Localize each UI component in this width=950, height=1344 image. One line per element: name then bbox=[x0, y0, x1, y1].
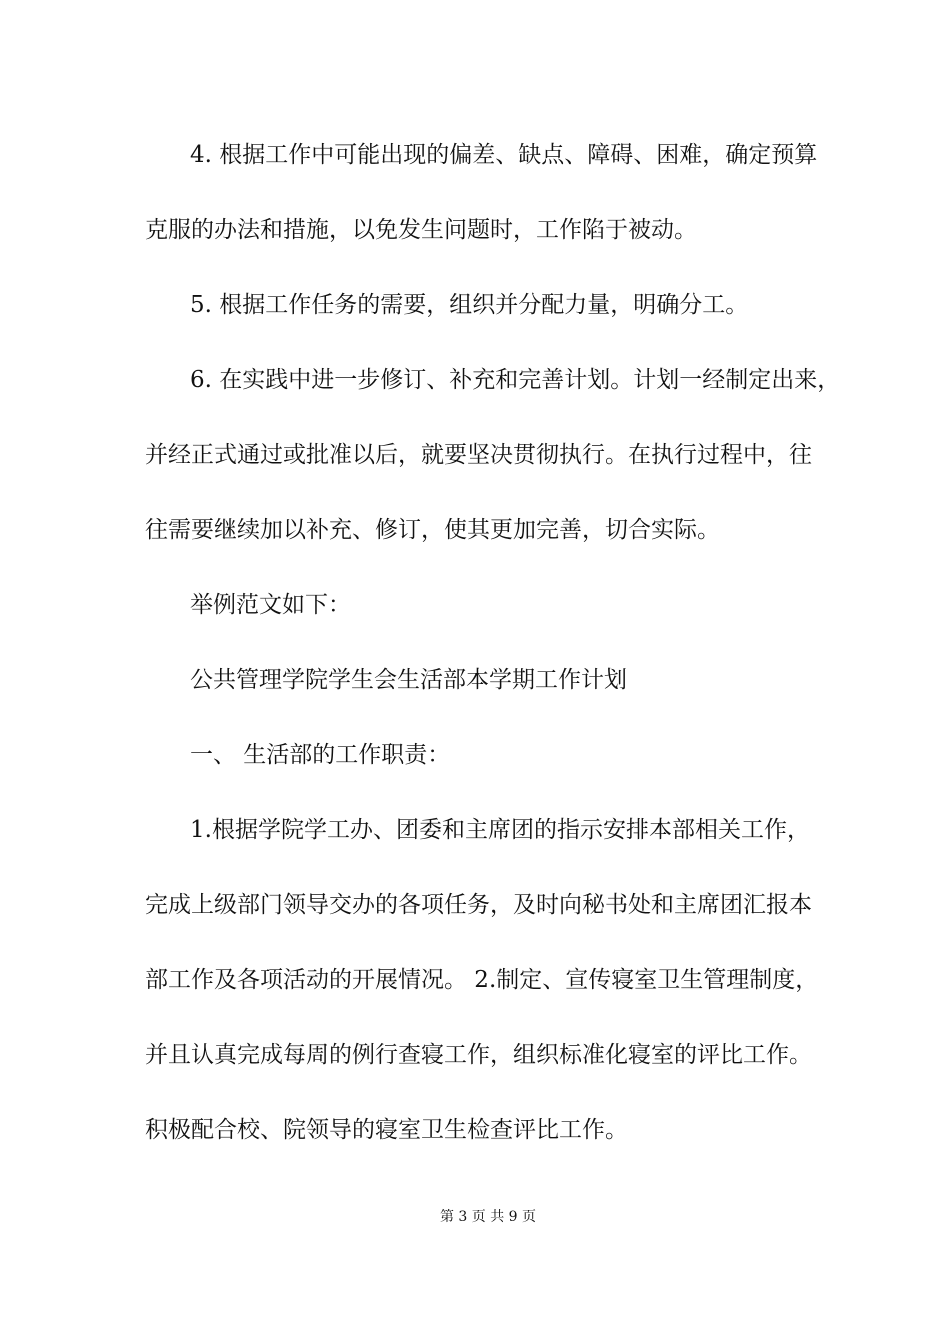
duty-line-2: 完成上级部门领导交办的各项任务，及时向秘书处和主席团汇报本 bbox=[145, 892, 812, 918]
example-intro: 举例范文如下： bbox=[190, 592, 351, 618]
duty-line-4: 并且认真完成每周的例行查寝工作，组织标准化寝室的评比工作。 bbox=[145, 1042, 812, 1068]
paragraph-4-line-2: 克服的办法和措施，以免发生问题时，工作陷于被动。 bbox=[145, 217, 697, 243]
duty-line-5: 积极配合校、院领导的寝室卫生检查评比工作。 bbox=[145, 1117, 628, 1143]
plan-title: 公共管理学院学生会生活部本学期工作计划 bbox=[190, 667, 627, 693]
paragraph-6-line-1: 6. 在实践中进一步修订、补充和完善计划。计划一经制定出来， bbox=[190, 367, 841, 393]
section-heading-1: 一、 生活部的工作职责： bbox=[190, 742, 451, 768]
duty-line-3: 部工作及各项活动的开展情况。 2.制定、宣传寝室卫生管理制度， bbox=[145, 967, 819, 993]
paragraph-5: 5. 根据工作任务的需要，组织并分配力量，明确分工。 bbox=[190, 292, 749, 318]
duty-line-1: 1.根据学院学工办、团委和主席团的指示安排本部相关工作， bbox=[190, 817, 810, 843]
paragraph-6-line-3: 往需要继续加以补充、修订，使其更加完善，切合实际。 bbox=[145, 517, 720, 543]
paragraph-4-line-1: 4. 根据工作中可能出现的偏差、缺点、障碍、困难，确定预算 bbox=[190, 142, 818, 168]
page-number: 第 3 页 共 9 页 bbox=[439, 1209, 537, 1225]
page-footer bbox=[0, 1208, 950, 1226]
paragraph-6-line-2: 并经正式通过或批准以后，就要坚决贯彻执行。在执行过程中，往 bbox=[145, 442, 812, 468]
